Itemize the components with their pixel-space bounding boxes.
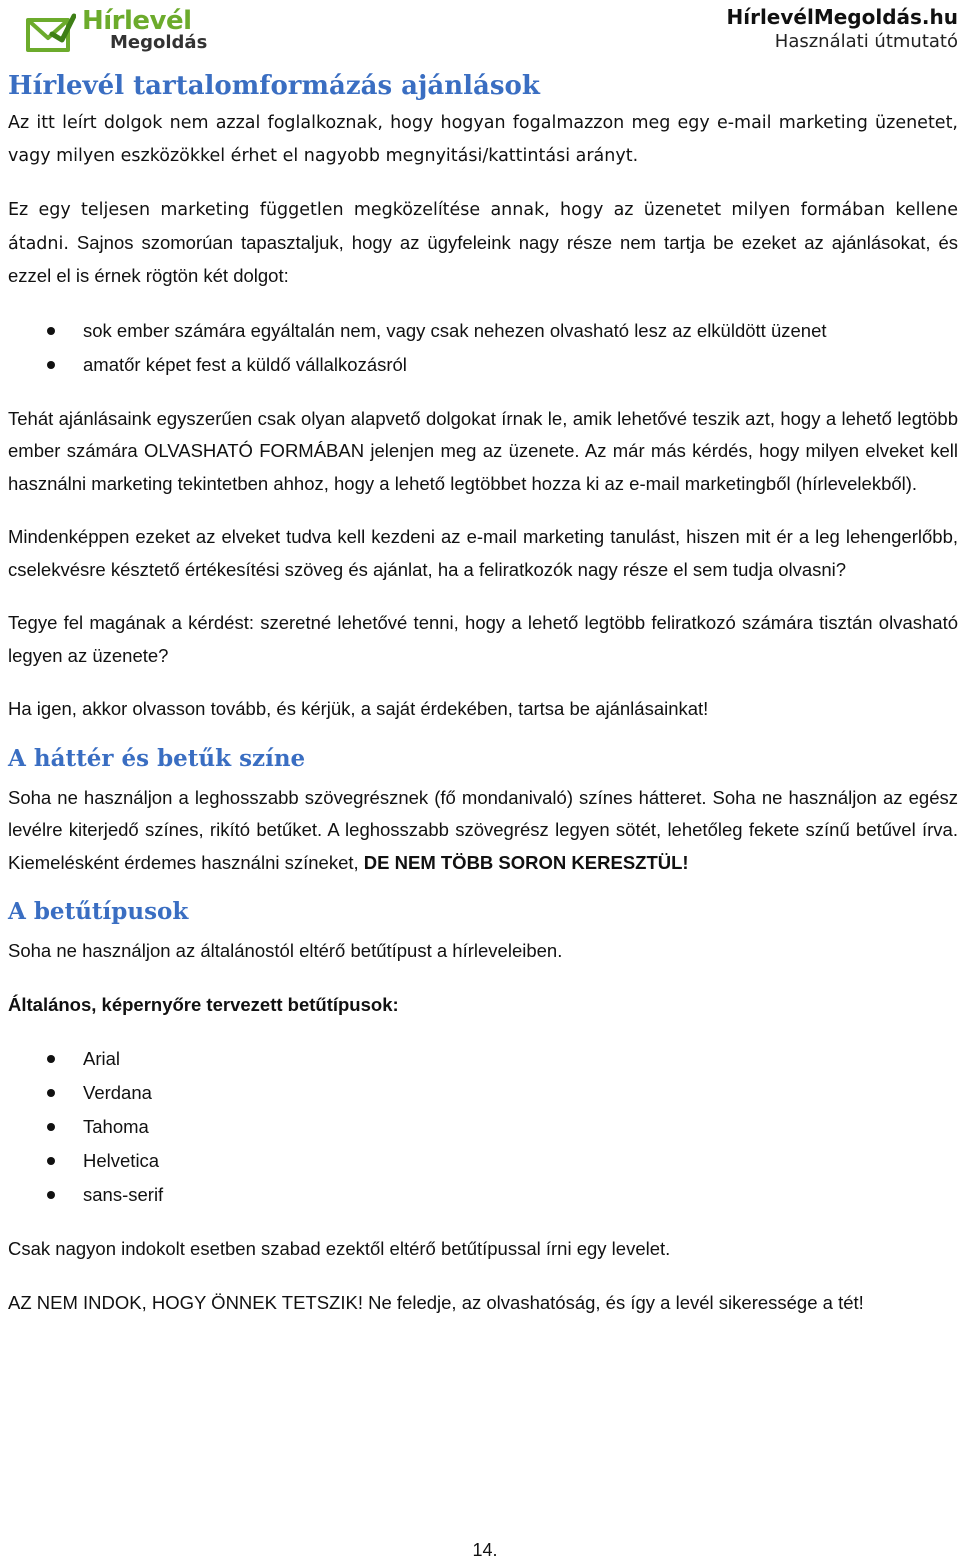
page-number: 14. bbox=[472, 1540, 498, 1560]
envelope-icon bbox=[24, 10, 76, 54]
fonts-subheading bbox=[8, 989, 958, 1022]
font-list bbox=[8, 1042, 958, 1212]
question-paragraph: Tegye fel magának a kérdést: szeretné lehetővé tenni, hogy a lehető legtöbb feliratkozó számára tisztán olvasható legyen az üzenete? bbox=[8, 612, 958, 666]
exception-paragraph: Csak nagyon indokolt esetben szabad ezektől eltérő betűtípussal írni egy levelet. bbox=[8, 1238, 671, 1259]
approach-continuation: Sajnos szomorúan tapasztaljuk, hogy az ügyfeleink nagy része nem tartja be ezeket az ajánlásokat, és ezzel el is érnek rögtön két dolgot: bbox=[8, 231, 958, 286]
approach-sentence: Ez egy teljesen marketing független megközelítése annak, hogy az üzenetet milyen formában kellene átadni. bbox=[8, 200, 958, 254]
consequence-list bbox=[8, 314, 958, 382]
colors-text: Soha ne használjon a leghosszabb szövegrésznek (fő mondanivaló) színes hátteret. Soha ne használjon az egész levélre kiterjedő színes, rikító betűket. A leghosszabb szövegrész legyen sötét, lehetőleg fekete színű betűvel írva. Kiemelésként érdemes használni színeket, bbox=[8, 786, 958, 873]
list-item: sok ember számára egyáltalán nem, vagy csak nehezen olvasható lesz az elküldött üzenet bbox=[8, 314, 958, 348]
list-item: sans-serif bbox=[8, 1178, 958, 1212]
main-title: Hírlevél tartalomformázás ajánlások bbox=[8, 71, 540, 101]
section-title-colors: A háttér és betűk színe bbox=[8, 744, 306, 772]
list-item: Verdana bbox=[8, 1076, 958, 1110]
intro-paragraph: Az itt leírt dolgok nem azzal foglalkoznak, hogy hogyan fogalmazzon meg egy e-mail marketing üzenetet, vagy milyen eszközökkel érhet el nagyobb megnyitási/kattintási arányt. bbox=[8, 113, 958, 166]
logo bbox=[24, 6, 224, 56]
colors-warning: DE NEM TÖBB SORON KERESZTÜL! bbox=[363, 851, 689, 873]
approach-paragraph bbox=[8, 193, 958, 293]
warning-paragraph: AZ NEM INDOK, HOGY ÖNNEK TETSZIK! Ne feledje, az olvashatóság, és így a levél sikeressége a tét! bbox=[8, 1291, 864, 1313]
learning-paragraph: Mindenképpen ezeket az elveket tudva kell kezdeni az e-mail marketing tanulást, hiszen mit ér a leg lehengerlőbb, cselekvésre késztető értékesítési szöveg és ajánlat, ha a feliratkozók nagy része el sem tudja olvasni? bbox=[8, 526, 958, 580]
page-header bbox=[0, 0, 960, 60]
continue-paragraph: Ha igen, akkor olvasson tovább, és kérjük, a saját érdekében, tartsa be ajánlásainkat! bbox=[8, 698, 709, 719]
recommendation-paragraph: Tehát ajánlásaink egyszerűen csak olyan alapvető dolgokat írnak le, amik lehetővé teszik azt, hogy a lehető legtöbb ember számára OLVASHATÓ FORMÁBAN jelenjen meg az üzenete. Az már más kérdés, hogy milyen elveket kell használni marketing tekintetben ahhoz, hogy a lehető legtöbbet hozza ki az e-mail marketingből (hírlevelekből). bbox=[8, 407, 958, 494]
list-item: Tahoma bbox=[8, 1110, 958, 1144]
site-subtitle: Használati útmutató bbox=[774, 31, 958, 52]
logo-text-top: Hírlevél bbox=[82, 6, 192, 36]
logo-text-bottom: Megoldás bbox=[110, 32, 208, 53]
fonts-subheading-text: Általános, képernyőre tervezett betűtípusok: bbox=[8, 993, 399, 1015]
list-item: Arial bbox=[8, 1042, 958, 1076]
list-item: Helvetica bbox=[8, 1144, 958, 1178]
section-title-fonts: A betűtípusok bbox=[8, 898, 189, 925]
site-info bbox=[726, 4, 958, 54]
fonts-paragraph: Soha ne használjon az általánostól eltérő betűtípust a hírleveleiben. bbox=[8, 940, 563, 961]
colors-paragraph bbox=[8, 782, 958, 880]
list-item: amatőr képet fest a küldő vállalkozásról bbox=[8, 348, 958, 382]
site-name: HírlevélMegoldás.hu bbox=[726, 5, 958, 29]
document-body bbox=[8, 68, 958, 1319]
